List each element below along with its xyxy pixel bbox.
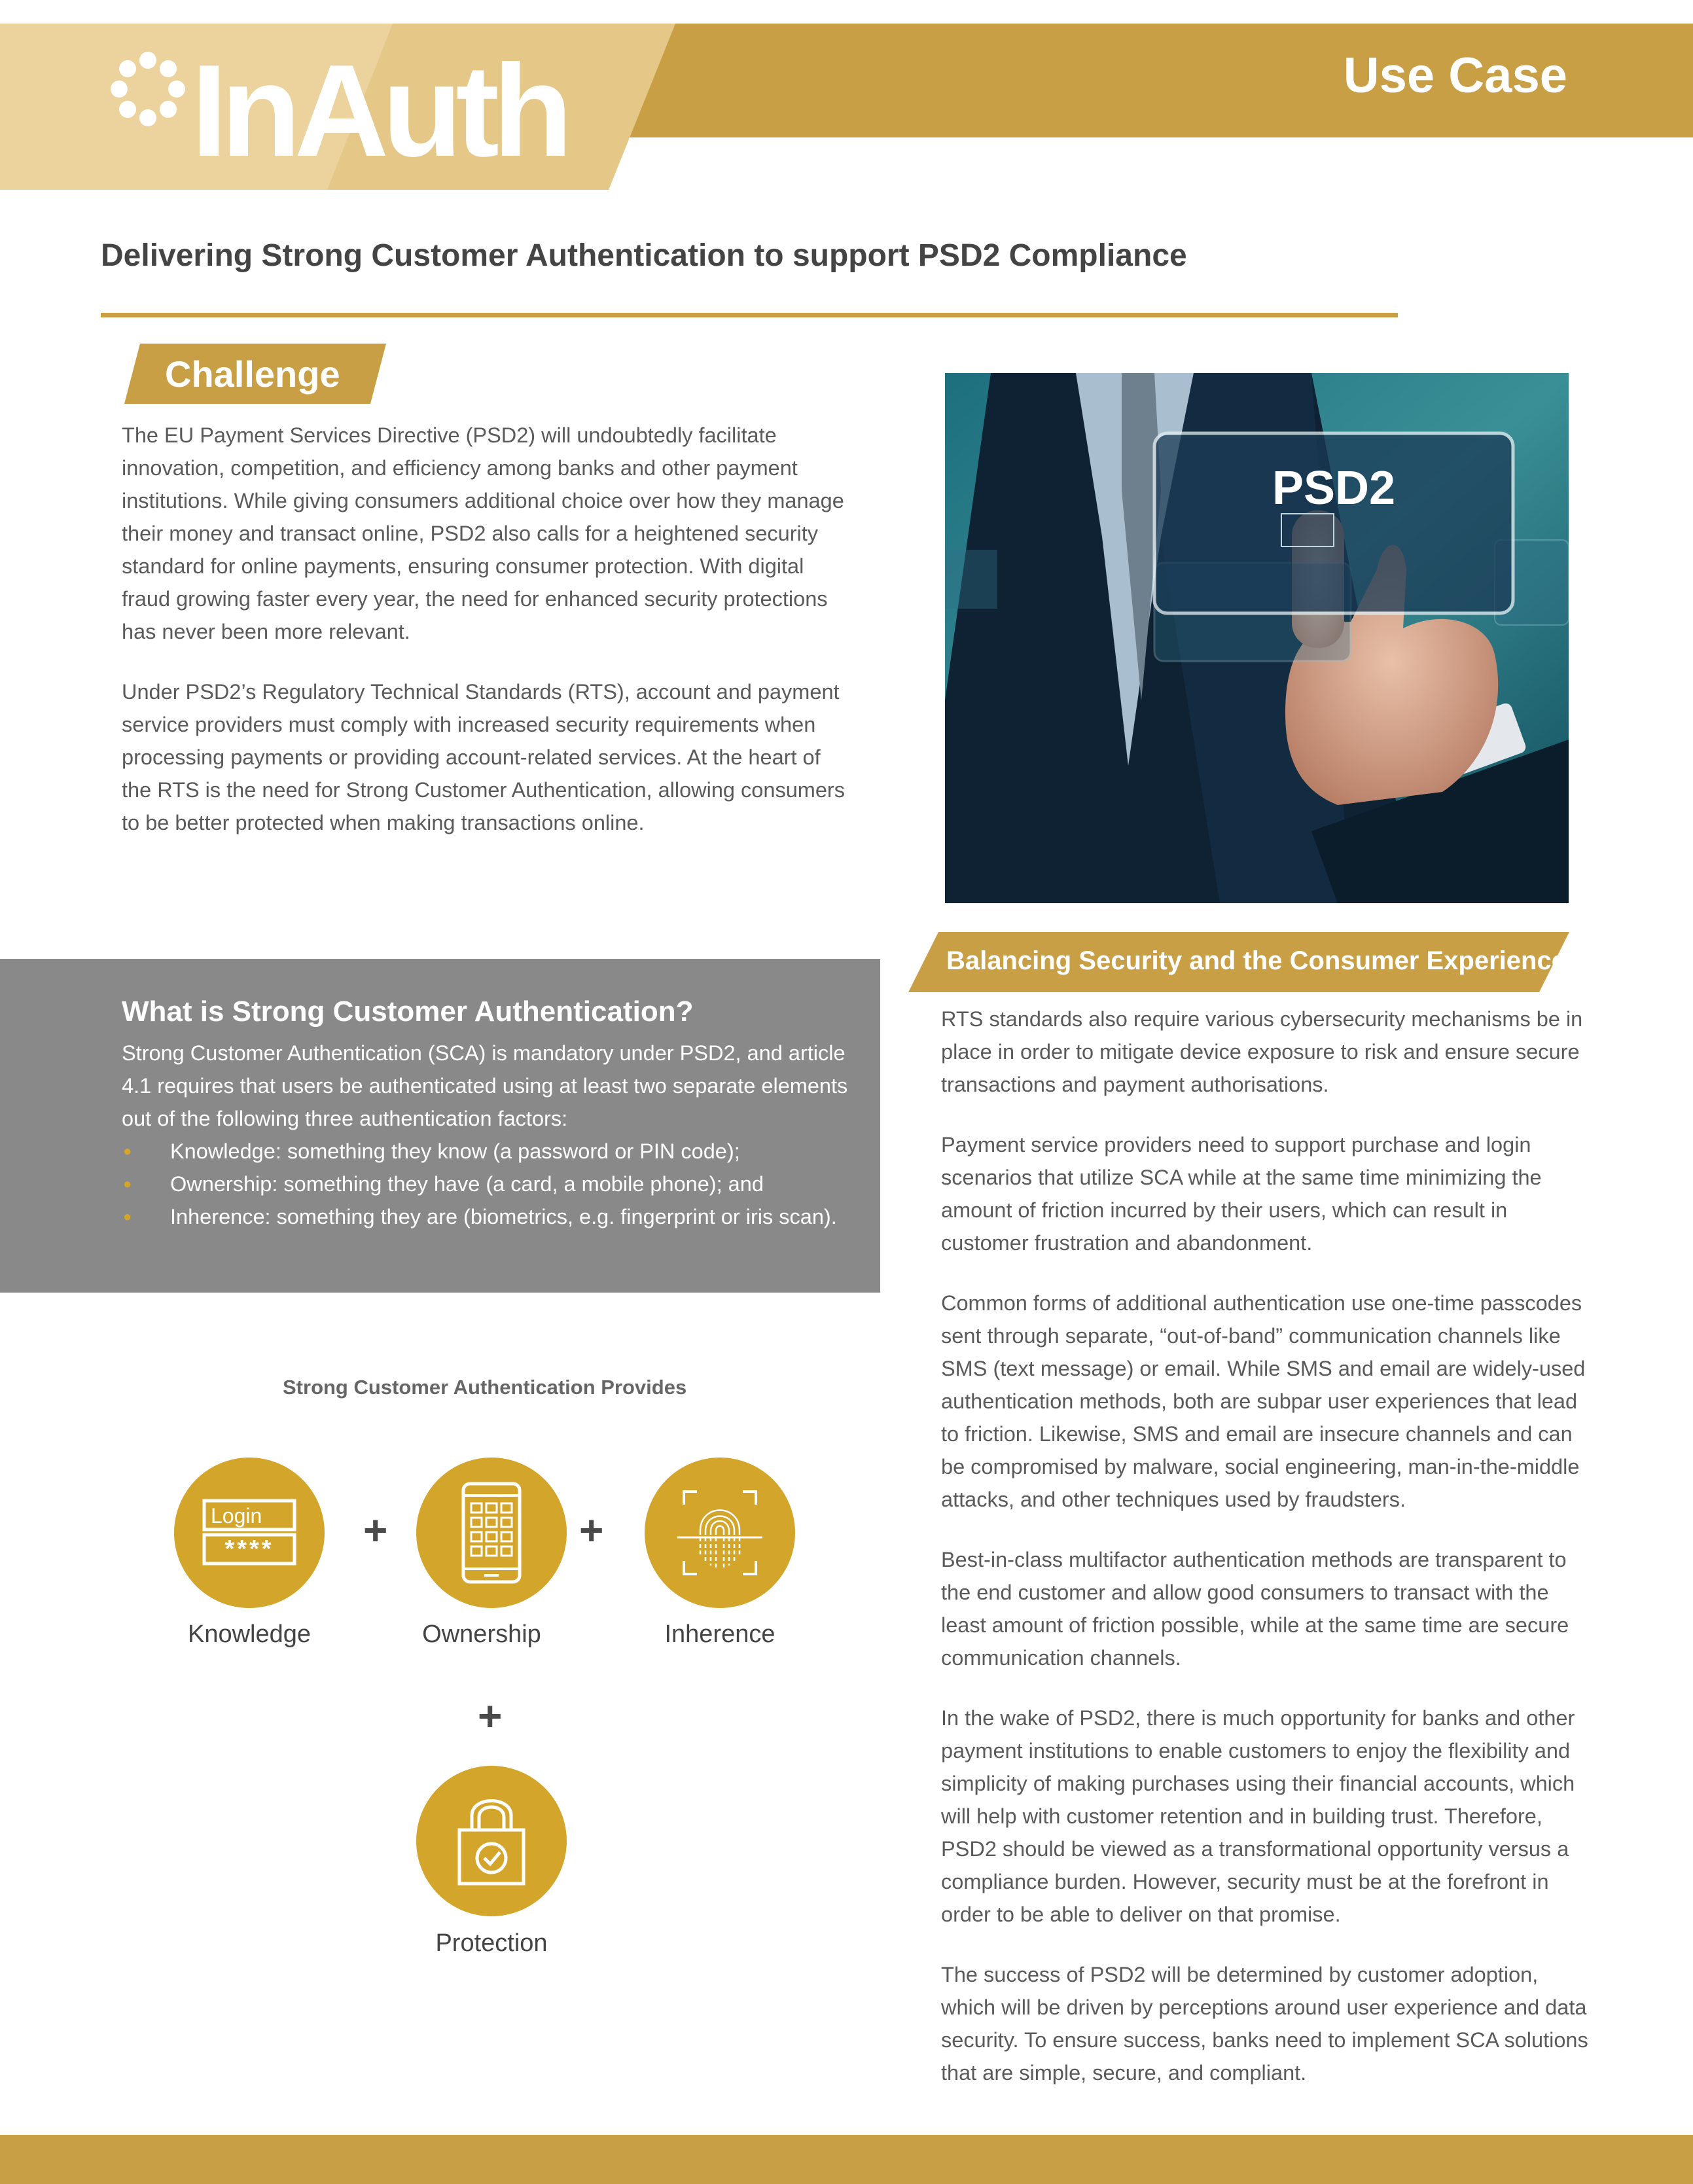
bullet-icon: ● <box>123 1143 132 1159</box>
list-item <box>122 1135 837 1168</box>
fingerprint-icon <box>645 1458 795 1608</box>
footer-band <box>0 2135 1693 2184</box>
sca-factor-list <box>122 1135 837 1233</box>
balancing-paragraph: Common forms of additional authentication use one-time passcodes sent through separate, “out-of-band” communication channels like SMS (text message) or email. While SMS and email are widely-used authentication methods, both are subpar user experiences that lead to friction. Likewise, SMS and email are insecure channels and can be compromised by malware, social engineering, man-in-the-middle attacks, and other techniques used by fraudsters. <box>941 1291 1586 1511</box>
balancing-paragraph: The success of PSD2 will be determined by customer adoption, which will be driven by perceptions around user experience and data security. To ensure success, banks need to implement SCA solutions that are simple, secure, and compliant. <box>941 1963 1588 2085</box>
list-item-text: Ownership: something they have (a card, a mobile phone); and <box>170 1172 764 1196</box>
list-item-text: Knowledge: something they know (a password or PIN code); <box>170 1139 740 1163</box>
doc-type-label: Use Case <box>1343 48 1567 103</box>
plus-icon: + <box>363 1507 388 1554</box>
challenge-heading: Challenge <box>165 353 340 395</box>
ownership-circle <box>416 1458 567 1608</box>
balancing-paragraph: Payment service providers need to support purchase and login scenarios that utilize SCA while at the same time minimizing the amount of friction incurred by their users, which can result in customer frustration and abandonment. <box>941 1133 1542 1255</box>
balancing-text <box>941 1003 1595 2089</box>
balancing-heading: Balancing Security and the Consumer Experience <box>946 946 1566 975</box>
password-mask-text: **** <box>224 1535 274 1563</box>
sca-intro: Strong Customer Authentication (SCA) is mandatory under PSD2, and article 4.1 requires that users be authenticated using at least two separate elements out of the following three authentication factors: <box>122 1041 848 1130</box>
login-icon <box>174 1458 325 1608</box>
inherence-label: Inherence <box>664 1620 775 1648</box>
challenge-text <box>122 419 848 839</box>
list-item-text: Inherence: something they are (biometrics, e.g. fingerprint or iris scan). <box>170 1205 837 1228</box>
balancing-paragraph: In the wake of PSD2, there is much opportunity for banks and other payment institutions to enable customers to enjoy the flexibility and simplicity of making purchases using their financial accounts, which will help with customer retention and in building trust. Therefore, PSD2 should be viewed as a transformational opportunity versus a compliance burden. However, security must be at the forefront in order to be able to deliver on that promise. <box>941 1706 1575 1926</box>
challenge-paragraph: Under PSD2’s Regulatory Technical Standards (RTS), account and payment service providers must comply with increased security requirements when processing payments or providing account-related services. At the heart of the RTS is the need for Strong Customer Authentication, allowing consumers to be better protected when making transactions online. <box>122 680 845 834</box>
mobile-phone-icon <box>416 1458 567 1608</box>
list-item <box>122 1168 837 1200</box>
list-item <box>122 1200 837 1233</box>
plus-icon: + <box>579 1507 604 1554</box>
knowledge-label: Knowledge <box>187 1620 312 1648</box>
balancing-paragraph: Best-in-class multifactor authentication methods are transparent to the end customer and allow good consumers to transact with the least amount of friction possible, while at the same time are secure communication channels. <box>941 1548 1569 1670</box>
brand-logo-text: InAuth <box>191 38 567 184</box>
padlock-check-icon <box>416 1766 567 1916</box>
bullet-icon: ● <box>123 1208 132 1225</box>
inherence-circle <box>645 1458 795 1608</box>
balancing-paragraph: RTS standards also require various cybersecurity mechanisms be in place in order to mitigate device exposure to risk and ensure secure transactions and payment authorisations. <box>941 1007 1583 1096</box>
ownership-label: Ownership <box>422 1620 541 1648</box>
provides-heading: Strong Customer Authentication Provides <box>283 1376 687 1399</box>
knowledge-circle <box>174 1458 325 1608</box>
plus-icon: + <box>478 1692 503 1740</box>
page-title: Delivering Strong Customer Authentication to support PSD2 Compliance <box>101 238 1187 273</box>
photo-screen-label: PSD2 <box>1272 462 1396 514</box>
challenge-paragraph: The EU Payment Services Directive (PSD2) will undoubtedly facilitate innovation, competition, and efficiency among banks and other payment institutions. While giving consumers additional choice over how they manage their money and transact online, PSD2 also calls for a heightened security standard for online payments, ensuring consumer protection. With digital fraud growing faster every year, the need for enhanced security protections has never been more relevant. <box>122 423 844 643</box>
login-field-text: Login <box>211 1504 262 1528</box>
protection-label: Protection <box>435 1929 548 1957</box>
bullet-icon: ● <box>123 1175 132 1192</box>
sca-heading: What is Strong Customer Authentication? <box>122 995 694 1028</box>
protection-circle <box>416 1766 567 1916</box>
title-divider <box>101 313 1398 317</box>
balancing-tag <box>908 932 1569 992</box>
challenge-tag <box>124 344 386 404</box>
psd2-photo <box>945 373 1569 903</box>
logo-icon <box>110 51 186 127</box>
